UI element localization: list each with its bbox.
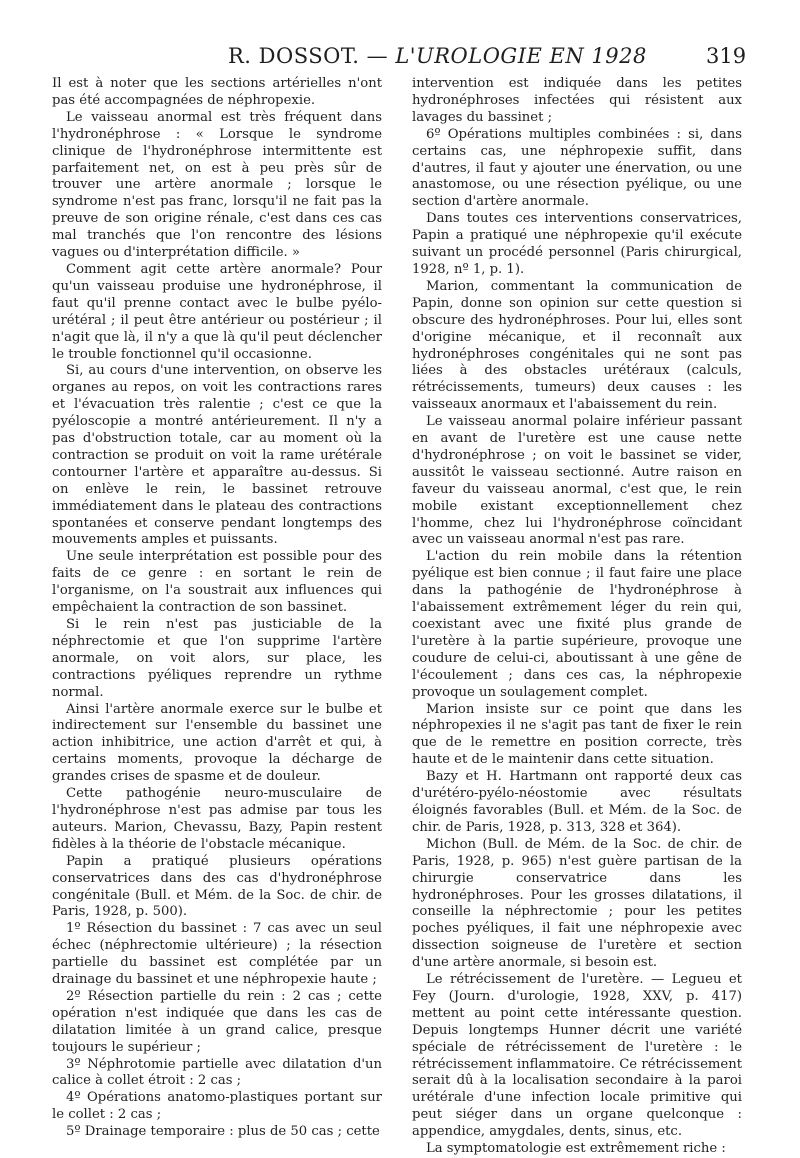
list-item: 1º Résection du bassinet : 7 cas avec un seul échec (néphrectomie ultérieure) ; la résection partielle du bassinet est complétée par un drainage du bassinet et une néphropexie haute ; — [52, 921, 382, 988]
paragraph: Si le rein n'est pas justiciable de la néphrectomie et que l'on supprime l'artère anormale, on voit alors, sur place, les contractions pyéliques reprendre un rythme normal. — [52, 617, 382, 700]
left-column — [52, 76, 382, 1141]
paragraph: intervention est indiquée dans les petites hydronéphroses infectées qui résistent aux lavages du bassinet ; — [412, 76, 742, 125]
running-title — [228, 44, 647, 68]
list-item: 3º Néphrotomie partielle avec dilatation d'un calice à collet étroit : 2 cas ; — [52, 1056, 382, 1089]
section-paragraph: Le rétrécissement de l'uretère. — Legueu et Fey (Journ. d'urologie, 1928, XXV, p. 417) mettent au point cette intéressante question. Depuis longtemps Hunner décrit une variété spéciale de rétrécissement de l'uretère : le rétrécissement inflammatoire. Ce rétrécissement serait dû à la localisation secondaire à la paroi urétérale d'une infection locale primitive qui peut siéger dans un organe quelconque : appendice, amygdales, dents, sinus, etc. — [412, 972, 742, 1140]
list-item: 4º Opérations anatomo-plastiques portant sur le collet : 2 cas ; — [52, 1090, 382, 1123]
right-column — [412, 76, 742, 1158]
list-item: 2º Résection partielle du rein : 2 cas ; cette opération n'est indiquée que dans les cas de dilatation limitée à un grand calice, presque toujours le supérieur ; — [52, 988, 382, 1055]
paragraph: Dans toutes ces interventions conservatrices, Papin a pratiqué une néphropexie qu'il exécute suivant un procédé personnel (Paris chirurgical, 1928, nº 1, p. 1). — [412, 211, 742, 277]
paragraph: Comment agit cette artère anormale? Pour qu'un vaisseau produise une hydronéphrose, il faut qu'il prenne contact avec le bulbe pyélo-urétéral ; il peut être antérieur ou postérieur ; il n'agit que là, il n'y a que là qu'il peut déclencher le trouble fonctionnel qu'il occasionne. — [52, 261, 382, 362]
journal-title: L'UROLOGIE EN 1928 — [395, 44, 647, 68]
paragraph: Marion insiste sur ce point que dans les néphropexies il ne s'agit pas tant de fixer le rein que de le remettre en position correcte, très haute et de le maintenir dans cette situation. — [412, 701, 742, 768]
title-dash: — — [366, 44, 389, 68]
paragraph: Le vaisseau anormal polaire inférieur passant en avant de l'uretère est une cause nette d'hydronéphrose ; on voit le bassinet se vider, aussitôt le vaisseau sectionné. Autre raison en faveur du vaisseau anormal, c'est que, le rein mobile existant exceptionnellement chez l'homme, chez lui l'hydronéphrose coïncidant avec un vaisseau anormal n'est pas rare. — [412, 414, 742, 548]
paragraph: Le vaisseau anormal est très fréquent dans l'hydronéphrose : « Lorsque le syndrome clinique de l'hydronéphrose intermittente est parfaitement net, on est à peu près sûr de trouver une artère anormale ; lorsque le syndrome n'est pas franc, lorsqu'il ne fait pas la preuve de son origine rénale, c'est dans ces cas mal tranchés que l'on rencontre des lésions vagues ou d'interprétation difficile. » — [52, 109, 382, 261]
author-name: R. DOSSOT. — [228, 44, 360, 68]
list-item: 5º Drainage temporaire : plus de 50 cas ; cette — [66, 1124, 380, 1140]
paragraph: Michon (Bull. de Mém. de la Soc. de chir. de Paris, 1928, p. 965) n'est guère partisan de la chirurgie conservatrice dans les hydronéphroses. Pour les grosses dilatations, il conseille la néphrectomie ; pour les petites poches pyéliques, il fait une néphropexie avec dissection soigneuse de l'uretère et section d'une artère anormale, si besoin est. — [412, 836, 742, 971]
paragraph: Une seule interprétation est possible pour des faits de ce genre : en sortant le rein de l'organisme, on l'a soustrait aux influences qui empêchaient la contraction de son bassinet. — [52, 549, 382, 616]
list-item: 6º Opérations multiples combinées : si, dans certains cas, une néphropexie suffit, dans d'autres, il faut y ajouter une énervation, ou une anastomose, ou une résection pyélique, ou une section d'artère anormale. — [412, 126, 742, 210]
paragraph: L'action du rein mobile dans la rétention pyélique est bien connue ; il faut faire une place dans la pathogénie de l'hydronéphrose à l'abaissement extrêmement léger du rein qui, coexistant avec une fixité plus grande de l'uretère à la partie supérieure, provoque une coudure de celui-ci, aboutissant à une gêne de l'écoulement ; dans ces cas, la néphropexie provoque un soulagement complet. — [412, 549, 742, 700]
paragraph: Bazy et H. Hartmann ont rapporté deux cas d'urétéro-pyélo-néostomie avec résultats éloignés favorables (Bull. et Mém. de la Soc. de chir. de Paris, 1928, p. 313, 328 et 364). — [412, 769, 742, 835]
page-number: 319 — [706, 44, 747, 68]
paragraph: Marion, commentant la communication de Papin, donne son opinion sur cette question si obscure des hydronéphroses. Pour lui, elles sont d'origine mécanique, et il reconnaît aux hydronéphroses congénitales qui ne sont pas liées à des obstacles urétéraux (calculs, rétrécissements, tumeurs) deux causes : les vaisseaux anormaux et l'abaissement du rein. — [412, 278, 742, 413]
paragraph: Cette pathogénie neuro-musculaire de l'hydronéphrose n'est pas admise par tous les auteurs. Marion, Chevassu, Bazy, Papin restent fidèles à la théorie de l'obstacle mécanique. — [52, 786, 382, 852]
running-header — [0, 44, 800, 70]
paragraph: Ainsi l'artère anormale exerce sur le bulbe et indirectement sur l'ensemble du bassinet une action inhibitrice, une action d'arrêt et qui, à certains moments, provoque la décharge de grandes crises de spasme et de douleur. — [52, 701, 382, 785]
paragraph: Il est à noter que les sections artérielles n'ont pas été accompagnées de néphropexie. — [52, 76, 382, 108]
paragraph: La symptomatologie est extrêmement riche : — [426, 1141, 726, 1157]
paragraph: Papin a pratiqué plusieurs opérations conservatrices dans des cas d'hydronéphrose congénitale (Bull. et Mém. de la Soc. de chir. de Paris, 1928, p. 500). — [52, 853, 382, 920]
paragraph: Si, au cours d'une intervention, on observe les organes au repos, on voit les contractions rares et l'évacuation très ralentie ; c'est ce que la pyéloscopie a montré antérieurement. Il n'y a pas d'obstruction totale, car au moment où la contraction se produit on voit la rame urétérale contourner l'artère et apparaître au-dessus. Si on enlève le rein, le bassinet retrouve immédiatement dans le plateau des contractions spontanées et conserve pendant longtemps des mouvements amples et puissants. — [52, 363, 382, 548]
